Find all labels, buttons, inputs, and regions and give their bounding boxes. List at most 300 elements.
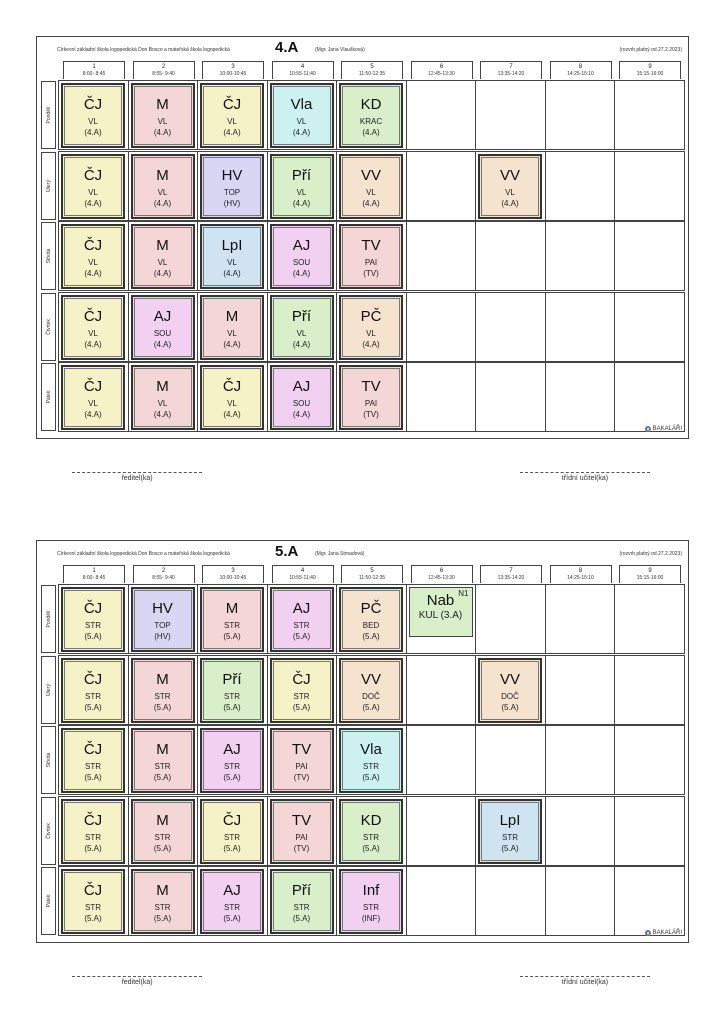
lesson-cell (339, 658, 403, 723)
lesson-subject: M (156, 741, 169, 758)
column-divider (545, 656, 546, 724)
lesson-teacher: STR (85, 903, 101, 912)
lesson-teacher: VL (157, 187, 168, 197)
lesson-group: (5.A) (501, 843, 519, 853)
lesson-group: (5.A) (153, 914, 172, 923)
period-time: 15:15-16:00 (636, 575, 664, 581)
lesson-teacher: STR (154, 903, 171, 912)
lesson-teacher: STR (85, 832, 101, 842)
column-divider (336, 152, 337, 220)
column-divider (128, 293, 129, 361)
lesson-teacher: PAI (364, 258, 378, 267)
lesson-teacher: STR (293, 903, 310, 912)
period-number: 9 (648, 568, 652, 574)
day-label (41, 81, 56, 149)
column-divider (545, 363, 546, 431)
lesson-group: (4.A) (292, 128, 311, 137)
lesson-subject: ČJ (83, 378, 103, 395)
lesson-subject: Nab (426, 592, 455, 609)
lesson-cell (339, 587, 403, 652)
lesson-cell (339, 295, 403, 360)
column-divider (128, 656, 129, 724)
period-header-9 (619, 565, 681, 583)
lesson-cell (200, 83, 264, 148)
school-name: Církevní základní škola logopedická Don Bosco a mateřská škola logopedická (57, 47, 230, 53)
lesson-subject: VV (499, 166, 520, 184)
lesson-cell (131, 224, 195, 289)
period-number: 5 (370, 568, 374, 574)
lesson-cell (339, 799, 403, 864)
lesson-cell (478, 799, 542, 864)
period-number: 1 (92, 568, 96, 574)
lesson-group: (4.A) (84, 269, 102, 278)
lesson-cell (339, 869, 403, 934)
column-divider (614, 656, 615, 724)
period-number: 2 (161, 64, 166, 70)
column-divider (267, 293, 268, 361)
lesson-cell (339, 365, 403, 430)
lesson-subject: M (156, 811, 169, 829)
class-teacher: (Mgr. Jana Strnadová) (315, 551, 365, 557)
period-number: 6 (439, 64, 444, 70)
lesson-teacher: VL (227, 328, 237, 338)
period-time: 8:00- 8:45 (82, 71, 106, 77)
column-divider (475, 222, 476, 290)
class-name: 5.A (275, 543, 299, 560)
lesson-cell (131, 83, 195, 148)
period-number: 6 (439, 568, 444, 574)
lesson-subject: HV (152, 600, 173, 617)
lesson-teacher: VL (88, 187, 98, 197)
lesson-group: (TV) (293, 843, 310, 853)
lesson-teacher: VL (227, 399, 237, 408)
day-label (41, 797, 56, 865)
column-divider (614, 867, 615, 935)
lesson-group: (4.A) (292, 410, 311, 419)
lesson-group: (4.A) (501, 198, 519, 208)
column-divider (545, 293, 546, 361)
lesson-cell (270, 224, 334, 289)
column-divider (336, 81, 337, 149)
lesson-teacher: VL (366, 187, 376, 197)
lesson-subject: Pří (291, 882, 312, 899)
lesson-teacher: KRAC (359, 117, 383, 126)
logo-text: BAKALÁŘI (652, 426, 682, 432)
lesson-cell (200, 587, 264, 652)
lesson-subject: VV (499, 670, 520, 688)
lesson-cell (200, 295, 264, 360)
period-time: 14:25-15:10 (567, 71, 594, 77)
signature-director: ředitel(ka) (72, 472, 202, 482)
column-divider (128, 363, 129, 431)
lesson-cell (131, 799, 195, 864)
lesson-group: (HV) (223, 198, 241, 208)
lesson-subject: ČJ (83, 670, 103, 688)
period-header-4 (272, 61, 334, 79)
column-divider (336, 726, 337, 794)
period-number: 5 (370, 64, 374, 70)
column-divider (545, 222, 546, 290)
column-divider (545, 585, 546, 653)
column-divider (614, 293, 615, 361)
column-divider (406, 797, 407, 865)
period-time: 15:15-16:00 (636, 71, 664, 77)
period-time: 13:35-14:20 (497, 575, 525, 581)
day-name: Pondělí (45, 106, 52, 124)
lesson-subject: ČJ (83, 600, 103, 617)
column-divider (128, 222, 129, 290)
lesson-cell (200, 799, 264, 864)
period-header-7 (480, 565, 542, 583)
lesson-teacher: STR (224, 621, 240, 630)
column-divider (475, 726, 476, 794)
column-divider (336, 656, 337, 724)
period-header-5 (341, 61, 403, 79)
lesson-group: (HV) (154, 632, 171, 641)
period-time: 8:00- 8:45 (82, 575, 106, 581)
lesson-cell (409, 587, 473, 637)
column-divider (406, 867, 407, 935)
period-time: 13:35-14:20 (497, 71, 525, 77)
lesson-teacher: STR (154, 832, 171, 842)
lesson-cell (270, 658, 334, 723)
lesson-subject: M (225, 307, 239, 325)
day-label (41, 222, 56, 290)
timetable-sheet-5a (36, 540, 689, 943)
column-divider (475, 293, 476, 361)
lesson-cell (339, 224, 403, 289)
lesson-cell (270, 365, 334, 430)
lesson-subject: KD (360, 96, 382, 113)
lesson-teacher: STR (154, 691, 171, 701)
lesson-teacher: VL (296, 187, 307, 197)
lesson-group: (TV) (293, 773, 310, 782)
period-number: 4 (300, 568, 305, 574)
lesson-subject: ČJ (292, 670, 311, 688)
lesson-cell (200, 365, 264, 430)
day-label (41, 152, 56, 220)
column-divider (128, 726, 129, 794)
lesson-subject: AJ (292, 378, 311, 395)
lesson-teacher: SOU (292, 399, 311, 408)
lesson-subject: M (156, 882, 169, 899)
column-divider (475, 81, 476, 149)
lesson-subject: PČ (360, 307, 382, 325)
lesson-group: (4.A) (153, 269, 172, 278)
lesson-cell (270, 799, 334, 864)
column-divider (267, 797, 268, 865)
day-name: Čtvrtek (45, 318, 52, 335)
day-name: Pondělí (45, 610, 52, 628)
lesson-teacher-group: KUL (3.A) (418, 610, 463, 621)
lesson-subject: AJ (223, 741, 241, 758)
timetable-sheet-4a (36, 36, 689, 439)
column-divider (406, 726, 407, 794)
column-divider (406, 152, 407, 220)
period-time: 8:55- 9:40 (152, 575, 175, 581)
sheet-header (37, 37, 688, 61)
day-name: Středa (45, 248, 52, 264)
lesson-teacher: VL (157, 258, 168, 267)
lesson-subject: ČJ (83, 96, 103, 113)
period-header-4 (272, 565, 334, 583)
logo-icon (645, 426, 651, 432)
column-divider (475, 152, 476, 220)
column-divider (406, 656, 407, 724)
lesson-group: (4.A) (153, 339, 172, 349)
column-divider (197, 585, 198, 653)
period-header (61, 61, 685, 80)
lesson-cell (61, 365, 125, 430)
column-divider (545, 726, 546, 794)
period-time: 10:55-11:40 (289, 575, 316, 581)
lesson-cell (131, 869, 195, 934)
school-name: Církevní základní škola logopedická Don Bosco a mateřská škola logopedická (57, 551, 230, 557)
period-time: 8:55- 9:40 (152, 71, 175, 77)
period-time: 11:50-12:35 (358, 575, 386, 581)
lesson-group: (5.A) (362, 632, 380, 641)
lesson-group: (5.A) (292, 702, 311, 712)
column-divider (406, 363, 407, 431)
lesson-cell (61, 224, 125, 289)
lesson-group: (4.A) (153, 410, 172, 419)
column-divider (614, 363, 615, 431)
period-time: 11:50-12:35 (358, 71, 386, 77)
lesson-cell (61, 154, 125, 219)
lesson-subject: ČJ (222, 378, 242, 395)
period-header-9 (619, 61, 681, 79)
column-divider (475, 797, 476, 865)
lesson-cell (270, 154, 334, 219)
period-header-2 (133, 565, 195, 583)
lesson-subject: Pří (291, 307, 312, 325)
lesson-cell (131, 728, 195, 793)
column-divider (267, 363, 268, 431)
lesson-subject: ČJ (83, 166, 103, 184)
lesson-subject: ČJ (83, 237, 103, 254)
lesson-subject: HV (221, 166, 243, 184)
period-time: 12:45-13:30 (428, 71, 455, 77)
lesson-cell (61, 587, 125, 652)
column-divider (267, 152, 268, 220)
lesson-cell (270, 295, 334, 360)
period-header-6 (411, 565, 473, 583)
column-divider (614, 585, 615, 653)
lesson-subject: Vla (290, 96, 313, 113)
lesson-group: (4.A) (84, 410, 102, 419)
class-name: 4.A (275, 39, 299, 56)
lesson-teacher: VL (88, 117, 98, 126)
lesson-subject: M (156, 96, 169, 113)
lesson-teacher: STR (224, 691, 240, 701)
lesson-group: (5.A) (292, 632, 311, 641)
period-header-1 (63, 61, 125, 79)
period-header-8 (550, 565, 612, 583)
column-divider (545, 152, 546, 220)
lesson-cell (270, 869, 334, 934)
valid-from: (rozvrh platný od 27.2.2023) (619, 47, 682, 53)
lesson-subject: Pří (291, 166, 312, 184)
lesson-subject: LpI (499, 811, 521, 829)
lesson-group: (4.A) (362, 198, 380, 208)
lesson-teacher: STR (363, 762, 379, 771)
lesson-teacher: VL (157, 399, 168, 408)
lesson-group: (TV) (363, 410, 379, 419)
column-divider (475, 363, 476, 431)
day-label (41, 726, 56, 794)
lesson-group: (5.A) (223, 632, 241, 641)
column-divider (336, 867, 337, 935)
lesson-group: (4.A) (223, 128, 241, 137)
period-header-2 (133, 61, 195, 79)
lesson-group: (5.A) (84, 843, 102, 853)
lesson-subject: M (225, 600, 239, 617)
column-divider (475, 585, 476, 653)
lesson-cell (131, 365, 195, 430)
lesson-subject: AJ (292, 237, 311, 254)
lesson-group: (4.A) (84, 339, 102, 349)
lesson-cell (61, 83, 125, 148)
lesson-group: (5.A) (362, 843, 380, 853)
day-label (41, 293, 56, 361)
column-divider (267, 585, 268, 653)
column-divider (336, 585, 337, 653)
lesson-teacher: VL (227, 117, 237, 126)
lesson-group: (4.A) (223, 410, 241, 419)
lesson-subject: M (156, 670, 169, 688)
lesson-teacher: VL (366, 328, 376, 338)
lesson-teacher: VL (505, 187, 515, 197)
period-number: 1 (92, 64, 96, 70)
lesson-teacher: PAI (364, 399, 378, 408)
lesson-teacher: STR (224, 903, 240, 912)
lesson-subject: M (156, 237, 169, 254)
lesson-cell (270, 587, 334, 652)
column-divider (128, 585, 129, 653)
lesson-subject: PČ (360, 600, 382, 617)
column-divider (545, 797, 546, 865)
lesson-subject: Inf (362, 882, 380, 899)
column-divider (128, 867, 129, 935)
period-number: 7 (509, 64, 513, 70)
lesson-cell (200, 658, 264, 723)
lesson-group: (4.A) (292, 198, 311, 208)
timetable-grid (41, 584, 685, 939)
lesson-teacher: STR (85, 691, 101, 701)
lesson-teacher: PAI (295, 832, 308, 842)
lesson-teacher: STR (85, 621, 101, 630)
lesson-group: (5.A) (153, 702, 172, 712)
lesson-teacher: STR (85, 762, 101, 771)
day-name: Pátek (45, 390, 52, 404)
period-number: 8 (578, 64, 583, 70)
column-divider (197, 293, 198, 361)
lesson-group: (TV) (363, 269, 379, 278)
lesson-subject: Pří (222, 670, 242, 688)
lesson-subject: M (156, 166, 169, 184)
period-number: 3 (231, 64, 235, 70)
lesson-group: (5.A) (153, 843, 172, 853)
lesson-teacher: STR (363, 903, 379, 912)
column-divider (475, 867, 476, 935)
lesson-teacher: SOU (292, 258, 311, 267)
lesson-group: (5.A) (223, 702, 241, 712)
lesson-subject: Vla (360, 741, 382, 758)
lesson-teacher: VL (88, 328, 98, 338)
signature-class-teacher: třídní učitel(ka) (520, 976, 650, 986)
period-header-3 (202, 565, 264, 583)
lesson-cell (131, 295, 195, 360)
period-header-5 (341, 565, 403, 583)
period-header-8 (550, 61, 612, 79)
lesson-subject: ČJ (83, 741, 103, 758)
column-divider (267, 726, 268, 794)
lesson-cell (478, 658, 542, 723)
column-divider (197, 726, 198, 794)
column-divider (128, 81, 129, 149)
period-time: 10:00-10:45 (219, 575, 247, 581)
column-divider (545, 81, 546, 149)
lesson-teacher: STR (293, 621, 310, 630)
lesson-cell (200, 154, 264, 219)
timetable-grid (41, 80, 685, 435)
bakalari-logo (645, 426, 682, 432)
lesson-teacher: VL (157, 117, 168, 126)
lesson-teacher: VL (88, 399, 98, 408)
lesson-group: (5.A) (362, 702, 380, 712)
lesson-group: (4.A) (223, 269, 241, 278)
period-header (61, 565, 685, 584)
lesson-subject: ČJ (222, 96, 242, 113)
lesson-group: (4.A) (362, 128, 380, 137)
lesson-group: (5.A) (84, 914, 102, 923)
lesson-cell (200, 869, 264, 934)
lesson-cell (131, 658, 195, 723)
lesson-teacher: STR (224, 762, 240, 771)
column-divider (406, 222, 407, 290)
logo-icon (645, 930, 651, 936)
lesson-teacher: VL (296, 117, 307, 126)
lesson-subject: ČJ (83, 811, 103, 829)
lesson-subject: VV (360, 166, 381, 184)
lesson-teacher: DOČ (501, 691, 519, 701)
column-divider (197, 867, 198, 935)
lesson-group: (4.A) (292, 269, 311, 278)
lesson-teacher: PAI (295, 762, 308, 771)
lesson-group: (5.A) (223, 843, 241, 853)
lesson-cell (339, 154, 403, 219)
lesson-subject: ČJ (83, 307, 103, 325)
column-divider (336, 797, 337, 865)
lesson-group: (5.A) (84, 632, 102, 641)
period-time: 10:55-11:40 (289, 71, 316, 77)
lesson-cell (61, 728, 125, 793)
day-name: Čtvrtek (45, 822, 52, 839)
lesson-subject: TV (361, 237, 381, 254)
lesson-group: (5.A) (501, 702, 519, 712)
lesson-teacher: STR (224, 832, 240, 842)
column-divider (614, 152, 615, 220)
lesson-group: (INF) (361, 914, 381, 923)
lesson-cell (200, 224, 264, 289)
logo-text: BAKALÁŘI (652, 930, 682, 936)
lesson-cell (270, 728, 334, 793)
lesson-cell (478, 154, 542, 219)
lesson-subject: M (156, 378, 169, 395)
column-divider (614, 797, 615, 865)
lesson-cell (200, 728, 264, 793)
column-divider (614, 726, 615, 794)
